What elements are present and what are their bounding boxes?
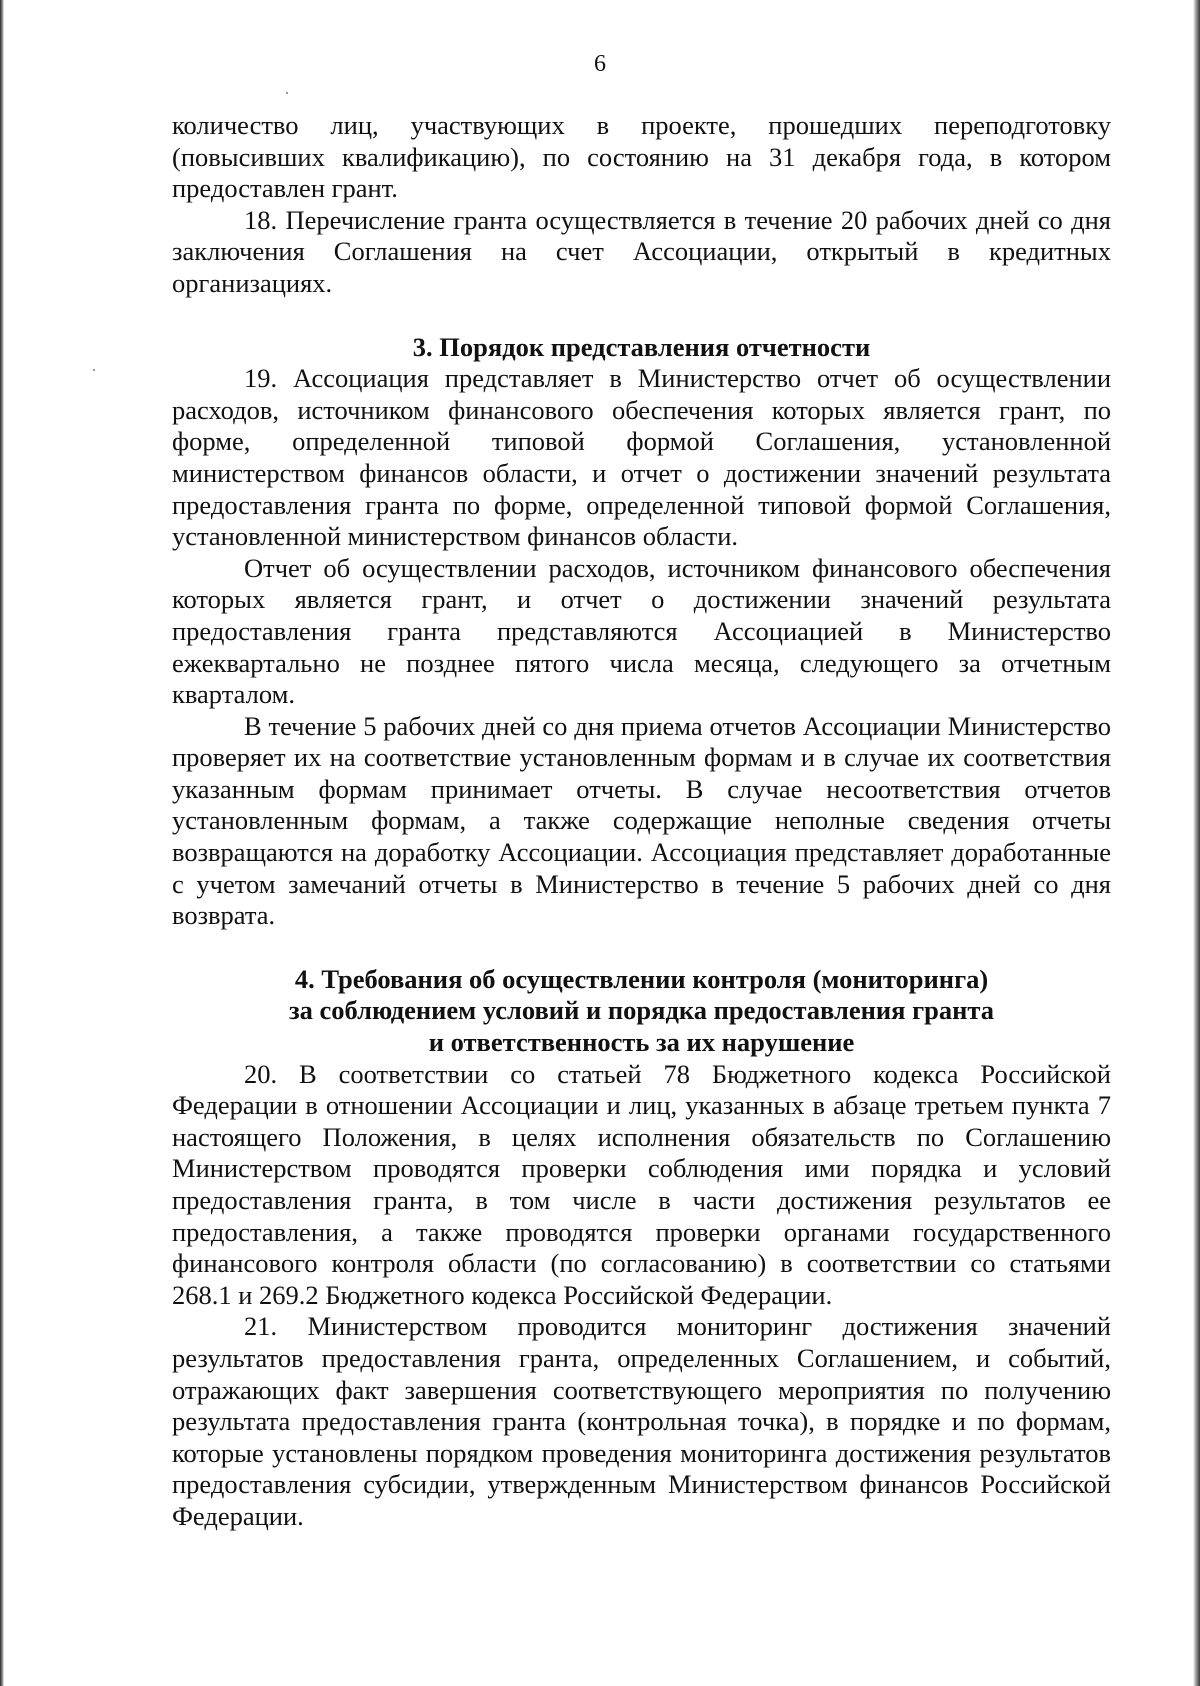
paragraph-19-report-check: В течение 5 рабочих дней со дня приема отчетов Ассоциации Министерство проверяет их на соответствие установленным формам и в случае их соответствия указанным формам принимает отчеты. В случае несоответствия отчетов установленным формам, а также содержащие неполные сведения отчеты возвращаются на доработку Ассоциации. Ассоциация представляет доработанные с учетом замечаний отчеты в Министерство в течение 5 рабочих дней со дня возврата. [172, 710, 1111, 931]
section-4-heading-line-2: за соблюдением условий и порядка предоставления гранта [288, 995, 995, 1026]
paragraph-21: 21. Министерством проводится мониторинг достижения значений результатов предоставления гранта, определенных Соглашением, и событий, отражающих факт завершения соответствующего мероприятия по получению результата предоставления гранта (контрольная точка), в порядке и по формам, которые установлены порядком проведения мониторинга достижения результатов предоставления субсидии, утвержденным Министерством финансов Российской Федерации. [172, 1311, 1111, 1531]
section-4-heading [172, 964, 1111, 1059]
scan-edge-left [0, 0, 4, 1686]
scan-speck [93, 369, 95, 371]
paragraph-19: 19. Ассоциация представляет в Министерство отчет об осуществлении расходов, источником финансового обеспечения которых является грант, по форме, определенной типовой формой Соглашения, установленной министерством финансов области, и отчет о достижении значений результата предоставления гранта по форме, определенной типовой формой Соглашения, установленной министерством финансов области. [172, 363, 1111, 552]
paragraph-19-report-deadline: Отчет об осуществлении расходов, источником финансового обеспечения которых является грант, и отчет о достижении значений результата предоставления гранта представляются Ассоциацией в Министерство ежеквартально не позднее пятого числа месяца, следующего за отчетным кварталом. [172, 552, 1111, 710]
page-number: 6 [594, 51, 606, 77]
paragraph-18: 18. Перечисление гранта осуществляется в течение 20 рабочих дней со дня заключения Соглашения на счет Ассоциации, открытый в кредитных организациях. [172, 204, 1111, 298]
section-4-heading-line-1: 4. Требования об осуществлении контроля (мониторинга) [294, 963, 989, 994]
section-spacer [172, 932, 1111, 964]
section-4-heading-line-3: и ответственность за их нарушение [428, 1027, 855, 1058]
paragraph-20: 20. В соответствии со статьей 78 Бюджетного кодекса Российской Федерации в отношении Ассоциации и лиц, указанных в абзаце третьем пункта 7 настоящего Положения, в целях исполнения обязательств по Соглашению Министерством проводятся проверки соблюдения ими порядка и условий предоставления гранта, в том числе в части достижения результатов ее предоставления, а также проводятся проверки органами государственного финансового контроля области (по согласованию) в соответствии со статьями 268.1 и 269.2 Бюджетного кодекса Российской Федерации. [172, 1058, 1111, 1310]
scan-speck [286, 92, 288, 94]
scan-edge-right [1193, 0, 1200, 1686]
paragraph-continuation: количество лиц, участвующих в проекте, прошедших переподготовку (повысивших квалификацию), по состоянию на 31 декабря года, в котором предоставлен грант. [172, 110, 1111, 204]
section-3-heading: 3. Порядок представления отчетности [412, 331, 871, 362]
section-spacer [172, 300, 1111, 332]
document-body [172, 110, 1111, 1533]
